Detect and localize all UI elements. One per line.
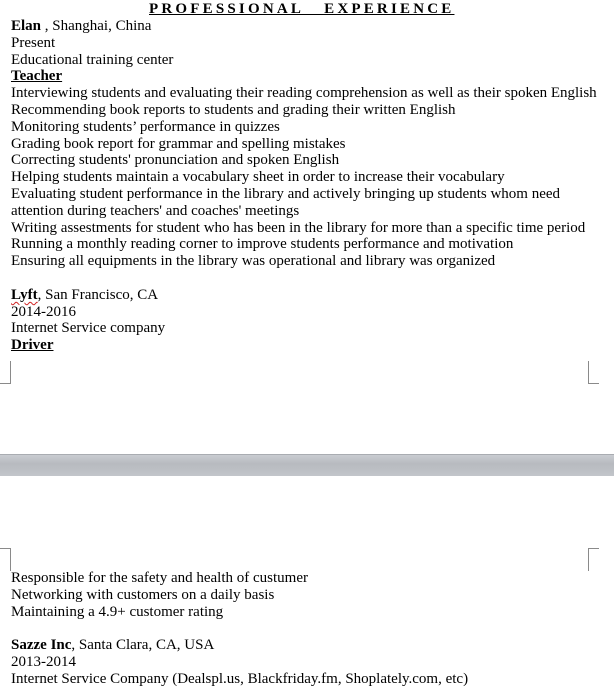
- duty-line: Correcting students' pronunciation and spoken English: [11, 152, 340, 169]
- job-header-lyft: [11, 287, 611, 304]
- page-2-content: [11, 570, 611, 688]
- job-role: Driver: [11, 337, 54, 354]
- duty-line: Evaluating student performance in the library and actively bringing up students whom need: [11, 185, 561, 202]
- page-margin-corner-top-right: [588, 548, 599, 571]
- duty-line: Maintaining a 4.9+ customer rating: [11, 603, 224, 620]
- page-break-gap: [0, 454, 614, 478]
- page-margin-corner-bottom-right: [588, 361, 599, 384]
- page-margin-corner-bottom-left: [0, 361, 11, 384]
- company-location: , San Francisco, CA: [37, 286, 159, 303]
- duty-line: Running a monthly reading corner to improve students performance and motivation: [11, 236, 514, 253]
- duty-line: Interviewing students and evaluating their reading comprehension as well as their spoken English: [11, 85, 597, 102]
- company-location: , Santa Clara, CA, USA: [71, 637, 215, 654]
- duty-line: Writing assestments for student who has been in the library for more than a specific time period: [11, 219, 586, 236]
- blank-line: [11, 620, 611, 637]
- duty-line: Responsible for the safety and health of custumer: [11, 570, 308, 586]
- company-location: , Shanghai, China: [41, 18, 152, 34]
- page-margin-corner-top-left: [0, 548, 11, 571]
- job-header-sazze: [11, 637, 611, 654]
- job-dates: 2014-2016: [11, 303, 76, 320]
- duty-line: Grading book report for grammar and spelling mistakes: [11, 135, 346, 152]
- section-heading: PROFESSIONAL EXPERIENCE: [149, 1, 455, 17]
- job-dates: Present: [11, 34, 56, 51]
- duty-line: Networking with customers on a daily basis: [11, 586, 275, 603]
- company-name: Sazze Inc: [11, 637, 72, 654]
- duty-line: attention during teachers' and coaches' meetings: [11, 202, 300, 219]
- company-name: Elan: [11, 18, 42, 34]
- company-name: Lyft: [11, 286, 38, 303]
- duty-line: Ensuring all equipments in the library was operational and library was organized: [11, 253, 496, 270]
- job-dates: 2013-2014: [11, 653, 76, 670]
- duty-line: Helping students maintain a vocabulary sheet in order to increase their vocabulary: [11, 169, 505, 186]
- company-type: Internet Service company: [11, 320, 166, 337]
- duty-line: Monitoring students’ performance in quizzes: [11, 118, 280, 135]
- company-type: Internet Service Company (Dealspl.us, Blackfriday.fm, Shoplately.com, etc): [11, 670, 469, 687]
- duty-line: Recommending book reports to students and grading their written English: [11, 101, 456, 118]
- document-page-2: [0, 476, 614, 693]
- page-1-content: [11, 0, 611, 354]
- blank-line: [11, 270, 611, 287]
- job-role: Teacher: [11, 68, 63, 85]
- job-header-elan: [11, 18, 611, 35]
- company-type: Educational training center: [11, 51, 174, 68]
